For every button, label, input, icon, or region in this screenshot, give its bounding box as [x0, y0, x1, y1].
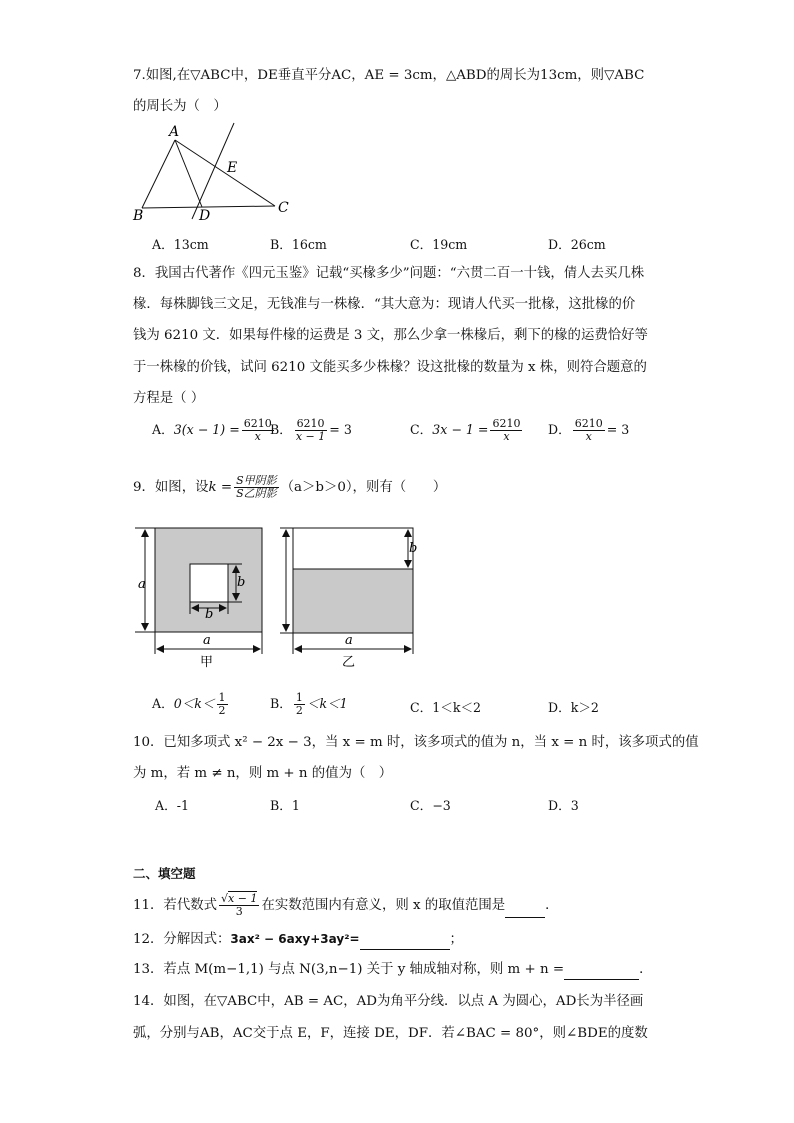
q8-option-d-fraction [573, 418, 605, 443]
q8-option-d-label: D． [548, 422, 571, 437]
q9-option-d: D．k＞2 [548, 700, 599, 715]
label-b: B [133, 208, 144, 224]
jia-label-a-bottom: a [203, 633, 211, 648]
q8-option-b-den: x − 1 [295, 430, 326, 443]
q9-option-a-den: 2 [218, 704, 226, 717]
q11-prefix: 11．若代数式 [133, 898, 217, 913]
q13-text: 13．若点 M(m−1,1) 与点 N(3,n−1) 关于 y 轴成轴对称，则 m + n = [133, 962, 565, 977]
label-c: C [278, 200, 289, 216]
q8-option-d-den: x [585, 430, 592, 443]
q9-option-b-right: ＜k＜1 [306, 696, 348, 711]
q8-option-a-left: 3(x − 1) = [173, 422, 240, 437]
q12-prefix: 12．分解因式： [133, 932, 231, 947]
q8-option-b-label: B． [270, 422, 292, 437]
q11-answer-blank[interactable] [505, 903, 545, 918]
q9-prefix: 9．如图，设 [133, 480, 209, 495]
q7-option-b: B．16cm [270, 237, 327, 252]
q8-option-d-right: = 3 [606, 422, 630, 437]
q11 [133, 893, 559, 918]
q7-line1: 7.如图,在▽ABC中，DE垂直平分AC，AE = 3cm，△ABD的周长为13cm，则▽ABC [133, 68, 645, 83]
q8-line1: 8．我国古代著作《四元玉鉴》记载“买椽多少”问题：“六贯二百一十钱，倩人去买几株 [133, 266, 645, 281]
q8-option-c-fraction [490, 418, 522, 443]
jia-label-a-side: a [138, 577, 146, 592]
q9-option-b-fraction [294, 692, 305, 717]
q10-option-d: D．3 [548, 798, 579, 813]
line-ab [142, 140, 175, 208]
q8-line5: 方程是（ ） [133, 391, 205, 406]
line-ad [175, 140, 202, 207]
q9-den: S乙阴影 [236, 487, 277, 500]
q7-option-a: A．13cm [152, 237, 209, 252]
q9-k: k = [208, 480, 233, 495]
q9-option-c: C．1＜k＜2 [410, 700, 482, 715]
q9-option-b-label: B． [270, 696, 292, 711]
q9-suffix: （a＞b＞0），则有（ ） [280, 480, 447, 495]
q13-end: ． [639, 962, 653, 977]
label-d: D [199, 208, 211, 224]
q9-option-b-den: 2 [295, 704, 303, 717]
q12-expression: 3ax² − 6axy+3ay²= [230, 932, 360, 946]
q8-option-b-num: 6210 [296, 417, 325, 430]
q9-option-a [152, 692, 230, 717]
q12 [133, 929, 463, 950]
yi-label-a-bottom: a [345, 633, 353, 648]
q10-option-c: C．−3 [410, 798, 451, 813]
q9-figure [130, 522, 420, 672]
q10-line2: 为 m，若 m ≠ n，则 m + n 的值为（ ） [133, 766, 393, 781]
q8-option-a-num: 6210 [243, 417, 272, 430]
q8-option-c-label: C． [410, 422, 433, 437]
q8-option-a-fraction [242, 418, 274, 443]
q13 [133, 960, 652, 980]
q8-option-c-den: x [503, 430, 510, 443]
q11-radicand: x − 1 [228, 892, 258, 905]
q9-option-a-left: 0＜k＜ [173, 696, 215, 711]
q8-option-b-fraction [294, 418, 327, 443]
q14-line1: 14．如图，在▽ABC中，AB = AC，AD为角平分线．以点 A 为圆心，AD长为半径画 [133, 994, 644, 1009]
label-e: E [227, 160, 238, 176]
q8-line2: 椽．每株脚钱三文足，无钱准与一株椽．“其大意为：现请人代买一批椽，这批椽的价 [133, 297, 636, 312]
q13-answer-blank[interactable] [564, 965, 639, 980]
yi-shaded-rect [293, 569, 413, 633]
q8-option-c [410, 418, 524, 443]
q14-line2: 弧，分别与AB，AC交于点 E，F，连接 DE，DF．若∠BAC = 80°，则∠BDE的度数 [133, 1026, 648, 1041]
jia-label-b-side: b [237, 575, 246, 590]
q11-fraction [219, 893, 259, 918]
q8-option-a-label: A． [152, 422, 174, 437]
line-ac [175, 140, 275, 206]
q9-fraction [234, 475, 279, 500]
q8-option-b [270, 418, 352, 443]
q8-option-a-den: x [254, 430, 261, 443]
q9-option-b-num: 1 [295, 691, 303, 704]
q10-line1: 10．已知多项式 x² − 2x − 3，当 x = m 时，该多项式的值为 n，当 x = n 时，该多项式的值 [133, 735, 699, 750]
q9-stem [133, 475, 446, 500]
q12-end: ； [449, 932, 463, 947]
q9-option-a-fraction [217, 692, 228, 717]
q9-option-a-num: 1 [218, 691, 226, 704]
q7-option-c: C．19cm [410, 237, 468, 252]
q11-suffix: 在实数范围内有意义，则 x 的取值范围是 [261, 898, 506, 913]
q9-num: S甲阴影 [236, 474, 277, 487]
q7-line2: 的周长为（ ） [133, 99, 227, 114]
jia-inner-square [190, 564, 228, 602]
jia-label-b-bottom: b [205, 607, 214, 622]
q8-option-d [548, 418, 629, 443]
q7-option-d: D．26cm [548, 237, 606, 252]
yi-caption: 乙 [342, 655, 356, 670]
label-a: A [169, 124, 180, 140]
q11-end: ． [545, 898, 559, 913]
q8-option-c-left: 3x − 1 = [432, 422, 489, 437]
q8-option-d-num: 6210 [574, 417, 603, 430]
q7-triangle-figure [125, 120, 300, 225]
q8-line3: 钱为 6210 文．如果每件椽的运费是 3 文，那么少拿一株椽后，剩下的椽的运费恰好等 [133, 328, 648, 343]
q8-option-a [152, 418, 276, 443]
q12-answer-blank[interactable] [360, 935, 450, 950]
yi-label-b: b [409, 541, 418, 556]
q8-option-c-num: 6210 [492, 417, 521, 430]
q11-den: 3 [235, 905, 243, 918]
section-title-fill-in: 二、填空题 [133, 866, 196, 881]
q9-option-b [270, 692, 348, 717]
q9-option-a-label: A． [152, 696, 174, 711]
q10-option-b: B．1 [270, 798, 300, 813]
jia-caption: 甲 [200, 655, 214, 670]
q11-radical: √x − 1 [221, 892, 258, 905]
q10-option-a: A．-1 [155, 798, 189, 813]
q8-line4: 于一株椽的价钱，试问 6210 文能买多少株椽？设这批椽的数量为 x 株，则符合题意的 [133, 360, 647, 375]
q8-option-b-right: = 3 [329, 422, 352, 437]
